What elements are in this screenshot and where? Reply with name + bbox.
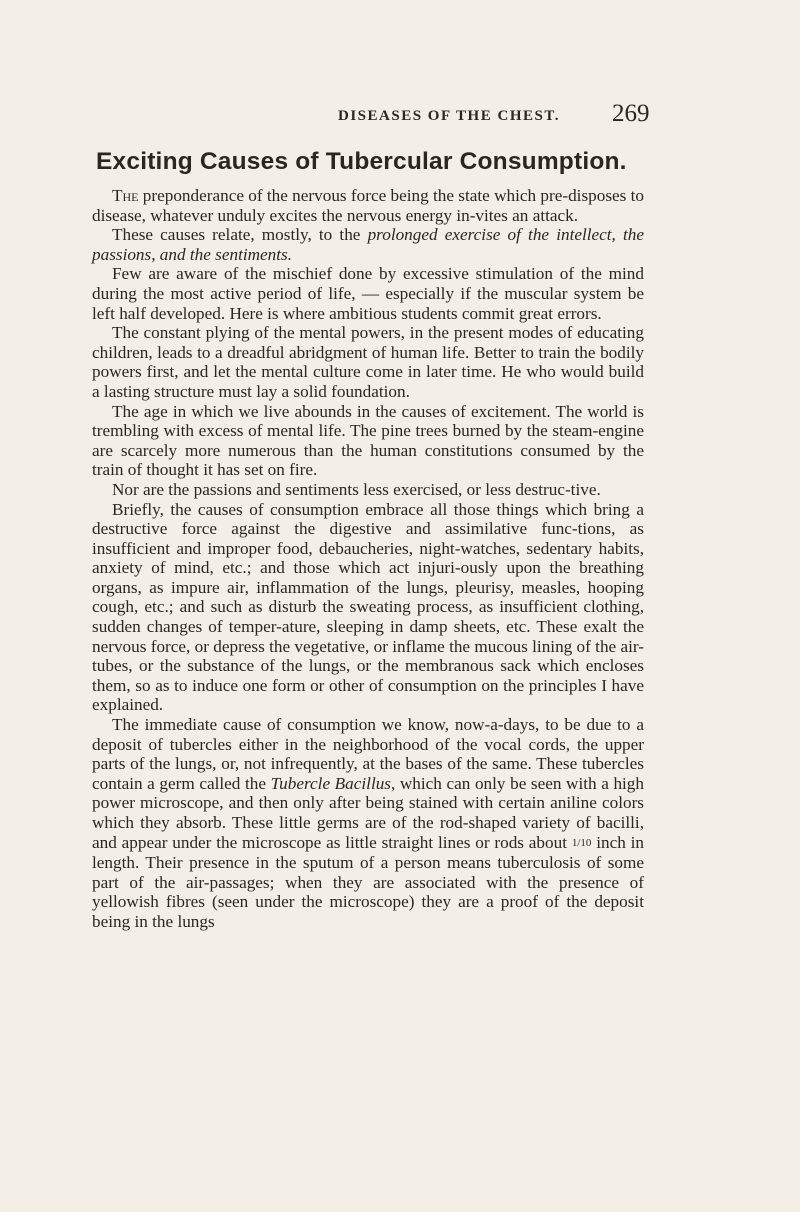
paragraph-1-text: preponderance of the nervous force being the state which pre-disposes to disease, whatever unduly excites the nervous energy in-vites an attack. — [92, 186, 644, 225]
paragraph-8 — [92, 715, 644, 932]
paragraph-8-text-c: inch in length. Their presence in the sputum of a person means tuberculosis of some part of the air-passages; when they are associated with the presence of yellowish fibres (seen under the microscope) they are a proof of the deposit being in the lungs — [92, 832, 644, 931]
paragraph-5: The age in which we live abounds in the causes of excitement. The world is trembling with excess of mental life. The pine trees burned by the steam-engine are scarcely more numerous than the human constitutions consumed by the train of thought it has set on fire. — [92, 401, 644, 480]
paragraph-1 — [92, 186, 644, 225]
paragraph-4: The constant plying of the mental powers, in the present modes of educating children, leads to a dreadful abridgment of human life. Better to train the bodily powers first, and let the mental culture come in later time. He who would build a lasting structure must lay a solid foundation. — [92, 323, 644, 401]
running-header: DISEASES OF THE CHEST. — [338, 108, 560, 124]
paragraph-8-text-a: The immediate cause of consumption we know, now-a-days, to be due to a deposit of tubercles either in the neighborhood of the vocal cords, the upper parts of the lungs, or, not infrequently, at the bases of the same. These tubercles contain a germ called the — [92, 715, 644, 793]
section-title: Exciting Causes of Tubercular Consumption. — [96, 148, 627, 175]
page-number: 269 — [612, 100, 650, 127]
paragraph-7: Briefly, the causes of consumption embrace all those things which bring a destructive force against the digestive and assimilative func-tions, as insufficient and improper food, debaucheries, night-watches, sedentary habits, anxiety of mind, etc.; and those which act injuri-ously upon the breathing organs, as impure air, inflammation of the lungs, pleurisy, measles, hooping cough, etc.; and such as disturb the sweating process, as insufficient clothing, sudden changes of temper-ature, sleeping in damp sheets, etc. These exalt the nervous force, or depress the vegetative, or inflame the mucous lining of the air-tubes, or the substance of the lungs, or the membranous sack which encloses them, so as to induce one form or other of consumption on the principles I have explained. — [92, 499, 644, 715]
paragraph-8-italic: Tubercle Bacillus — [270, 773, 391, 793]
paragraph-8-text-b: , which can only be seen with a high power microscope, and then only after being stained with certain aniline colors which they absorb. These little germs are of the rod-shaped variety of bacilli, and appear under the microscope as little straight lines or rods about — [92, 773, 644, 852]
body-text — [92, 186, 644, 932]
paragraph-lead-word: The — [112, 186, 139, 205]
fraction: 1/10 — [571, 836, 592, 849]
paragraph-3: Few are aware of the mischief done by excessive stimulation of the mind during the most active period of life, — especially if the muscular system be left half developed. Here is where ambitious students commit great errors. — [92, 264, 644, 323]
paragraph-6: Nor are the passions and sentiments less exercised, or less destruc-tive. — [112, 479, 601, 499]
paragraph-2-text: These causes relate, mostly, to the — [112, 225, 368, 245]
paragraph-2-italic: prolonged exercise of the intellect, the passions, and the sentiments. — [92, 225, 644, 264]
paragraph-2 — [92, 225, 644, 264]
